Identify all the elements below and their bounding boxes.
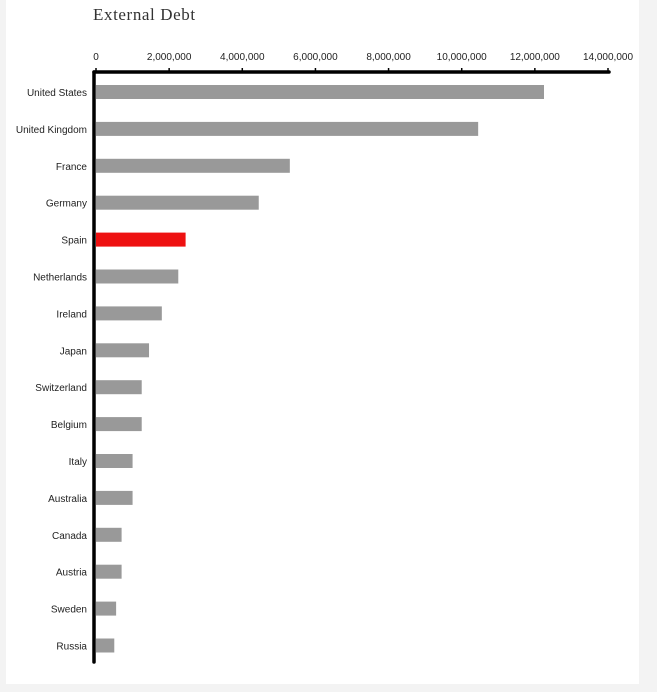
- category-label: Belgium: [50, 420, 87, 432]
- x-tick-label: 12,000,000: [509, 52, 560, 63]
- bar-russia: [96, 639, 114, 653]
- bar-canada: [96, 528, 122, 542]
- x-tick-label: 6,000,000: [293, 52, 338, 63]
- bar-france: [96, 159, 290, 173]
- x-tick-label: 10,000,000: [436, 52, 487, 63]
- bar-australia: [96, 491, 133, 505]
- x-tick-label: 2,000,000: [146, 52, 192, 63]
- category-label: Sweden: [50, 604, 87, 616]
- category-label: Austria: [55, 567, 87, 579]
- x-tick-label: 14,000,000: [582, 52, 634, 63]
- category-label: Japan: [59, 346, 87, 358]
- bar-netherlands: [96, 270, 178, 284]
- category-label: Netherlands: [33, 272, 87, 284]
- x-tick-label: 4,000,000: [220, 52, 265, 63]
- bar-ireland: [96, 306, 162, 320]
- category-label: United States: [26, 88, 87, 99]
- bar-united-kingdom: [96, 122, 478, 136]
- chart-title: External Debt: [93, 5, 196, 24]
- bar-germany: [96, 196, 259, 210]
- category-label: Switzerland: [35, 383, 87, 395]
- category-label: United Kingdom: [15, 124, 87, 136]
- category-label: Australia: [48, 493, 87, 505]
- bar-austria: [96, 565, 122, 579]
- category-label: Russia: [56, 641, 87, 653]
- category-label: Ireland: [56, 309, 87, 321]
- category-label: Canada: [51, 530, 87, 542]
- bar-united-states: [96, 85, 544, 99]
- category-label: Italy: [68, 457, 87, 468]
- x-tick-label: 0: [93, 52, 99, 63]
- bar-japan: [96, 343, 149, 357]
- bar-switzerland: [96, 380, 142, 394]
- bar-italy: [96, 454, 133, 468]
- bar-belgium: [96, 417, 142, 431]
- bar-spain: [96, 233, 186, 247]
- category-label: Spain: [61, 235, 87, 247]
- category-label: Germany: [45, 198, 87, 210]
- x-tick-label: 8,000,000: [366, 52, 411, 63]
- category-label: France: [55, 161, 87, 173]
- bar-sweden: [96, 602, 116, 616]
